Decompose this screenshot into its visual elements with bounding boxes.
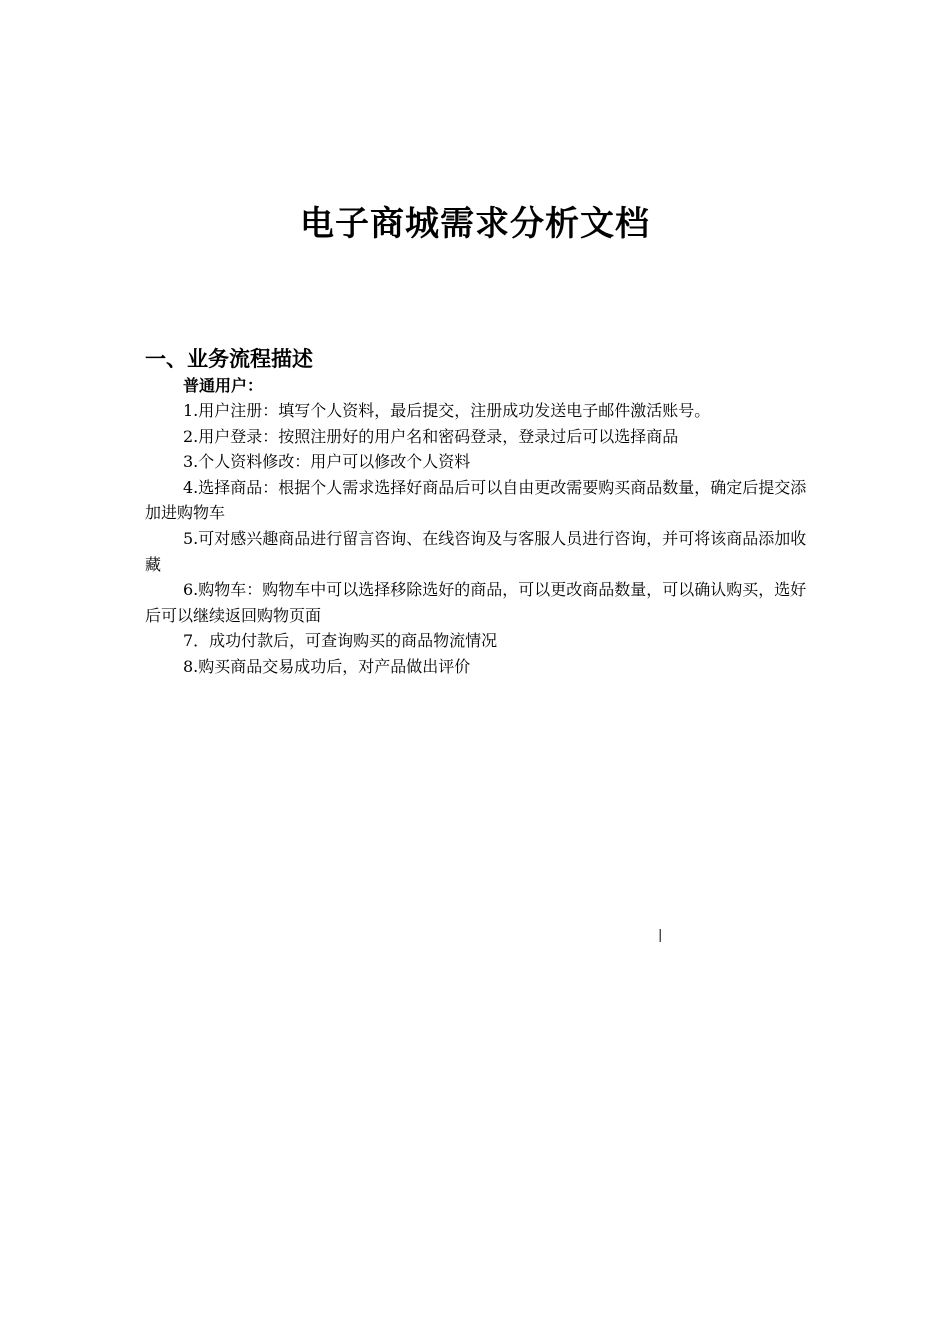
requirement-item-7: 7．成功付款后，可查询购买的商品物流情况 <box>183 631 498 651</box>
requirement-item-2: 2.用户登录：按照注册好的用户名和密码登录，登录过后可以选择商品 <box>183 426 679 446</box>
requirement-item-4: 4.选择商品：根据个人需求选择好商品后可以自由更改需要购买商品数量，确定后提交添加进购物车 <box>145 477 807 523</box>
requirement-item-5: 5.可对感兴趣商品进行留言咨询、在线咨询及与客服人员进行咨询，并可将该商品添加收藏 <box>145 528 807 574</box>
section-heading: 一、业务流程描述 <box>145 347 313 371</box>
requirement-item-3: 3.个人资料修改：用户可以修改个人资料 <box>183 452 471 472</box>
requirement-item-1: 1.用户注册：填写个人资料，最后提交，注册成功发送电子邮件激活账号。 <box>183 401 711 420</box>
page-mark: | <box>658 928 663 943</box>
document-title: 电子商城需求分析文档 <box>300 204 650 244</box>
section-subheading: 普通用户： <box>183 376 264 395</box>
requirement-item-6: 6.购物车：购物车中可以选择移除选好的商品，可以更改商品数量，可以确认购买，选好后可以继续返回购物页面 <box>145 580 807 625</box>
requirement-list <box>145 398 810 680</box>
requirement-item-8: 8.购买商品交易成功后，对产品做出评价 <box>183 656 471 676</box>
